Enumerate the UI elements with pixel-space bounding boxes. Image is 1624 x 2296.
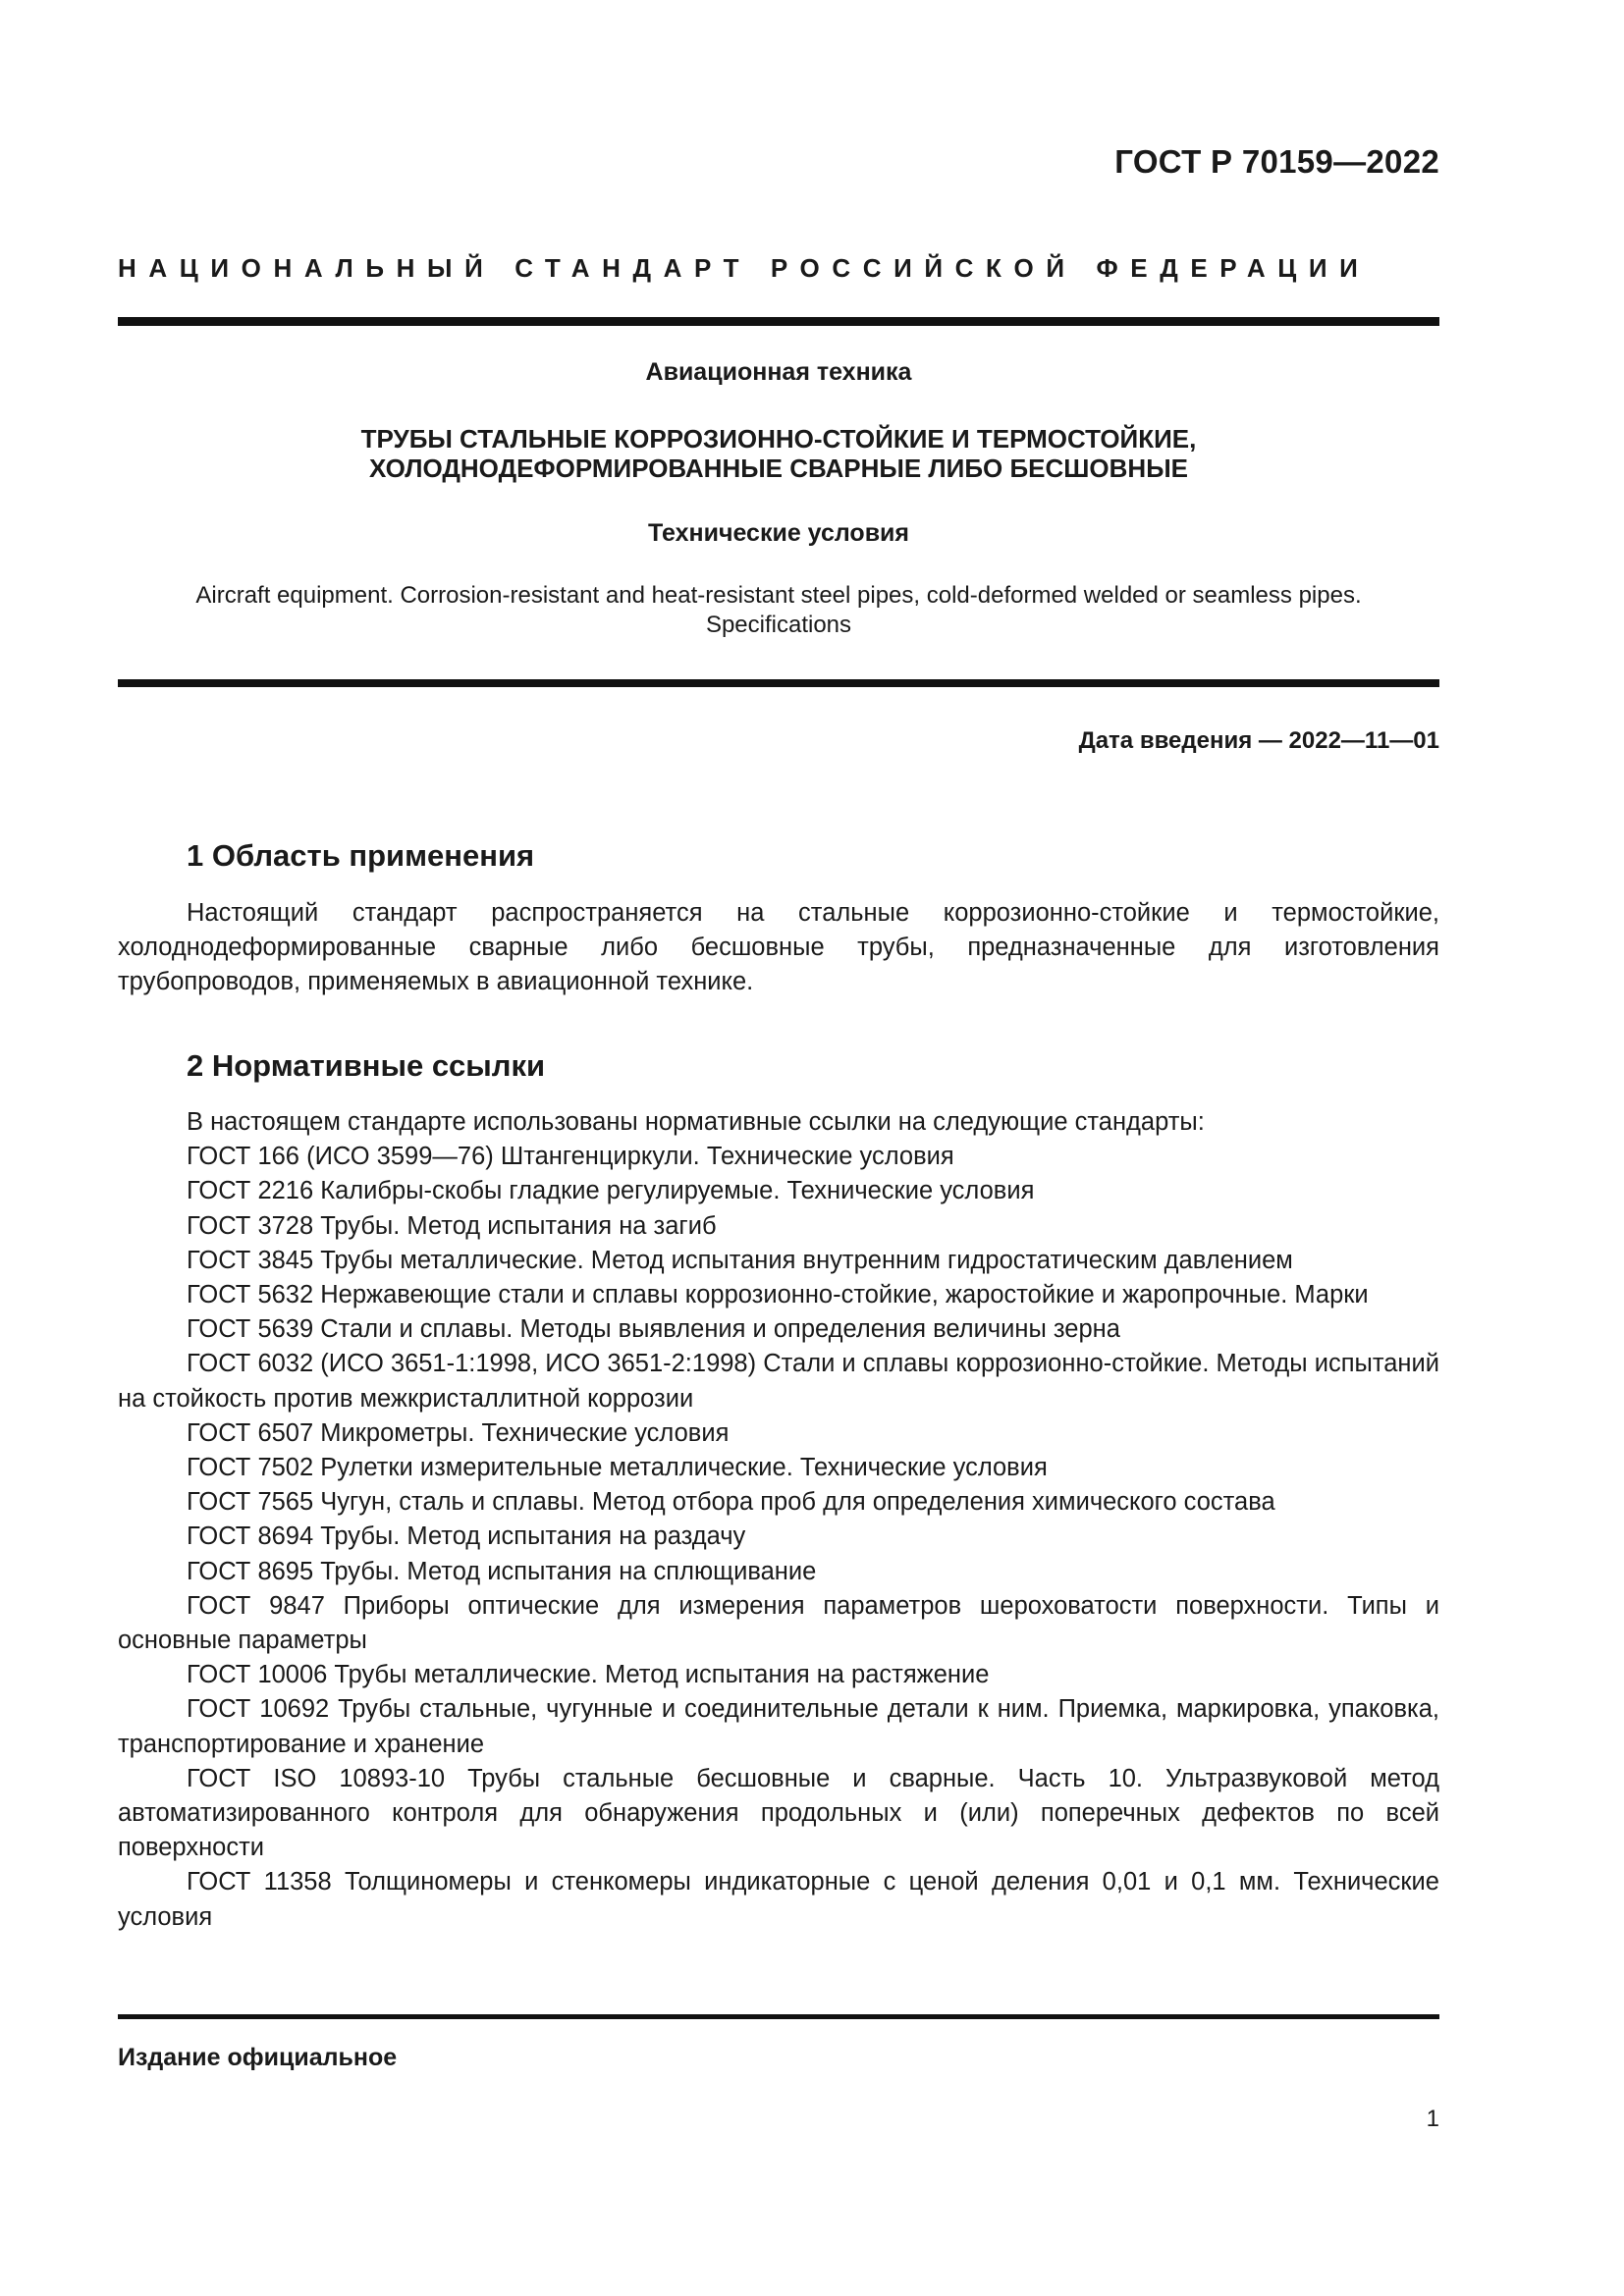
introduction-date: Дата введения — 2022—11—01: [1078, 727, 1439, 754]
scope-paragraph: Настоящий стандарт распространяется на стальные коррозионно-стойкие и термостойкие, холоднодеформированные сварные либо бесшовные трубы, предназначенные для изготовления трубопроводов, применяемых в авиационной технике.: [118, 899, 1439, 996]
document-subtitle: Технические условия: [647, 519, 910, 547]
references-intro: В настоящем стандарте использованы нормативные ссылки на следующие стандарты:: [187, 1108, 1205, 1136]
reference-item: ГОСТ 9847 Приборы оптические для измерения параметров шероховатости поверхности. Типы и основные параметры: [118, 1591, 1439, 1655]
reference-item: ГОСТ 5632 Нержавеющие стали и сплавы коррозионно-стойкие, жаростойкие и жаропрочные. Марки: [187, 1281, 1369, 1309]
section-2-heading: 2 Нормативные ссылки: [187, 1048, 546, 1083]
section-1-body: [118, 896, 1439, 1000]
reference-item: ГОСТ 166 (ИСО 3599—76) Штангенциркули. Технические условия: [187, 1143, 954, 1171]
title-line-2: ХОЛОДНОДЕФОРМИРОВАННЫЕ СВАРНЫЕ ЛИБО БЕСШОВНЫЕ: [369, 454, 1188, 483]
document-title: [118, 424, 1439, 483]
reference-item: ГОСТ 7502 Рулетки измерительные металлические. Технические условия: [187, 1454, 1048, 1482]
reference-item: ГОСТ 3728 Трубы. Метод испытания на загиб: [187, 1211, 717, 1240]
reference-item: ГОСТ 8694 Трубы. Метод испытания на раздачу: [187, 1522, 746, 1551]
reference-item: ГОСТ ISO 10893-10 Трубы стальные бесшовные и сварные. Часть 10. Ультразвуковой метод автоматизированного контроля для обнаружения продольных и (или) поперечных дефектов по всей поверхности: [118, 1764, 1439, 1862]
reference-item: ГОСТ 10692 Трубы стальные, чугунные и соединительные детали к ним. Приемка, маркировка, упаковка, транспортирование и хранение: [118, 1695, 1439, 1758]
official-edition-label: Издание официальное: [118, 2044, 398, 2071]
document-number: ГОСТ Р 70159—2022: [1114, 143, 1439, 180]
english-title-line-1: Aircraft equipment. Corrosion-resistant and heat-resistant steel pipes, cold-deformed welded or seamless pipes.: [195, 582, 1362, 609]
reference-item: ГОСТ 2216 Калибры-скобы гладкие регулируемые. Технические условия: [187, 1177, 1035, 1205]
national-standard-banner: НАЦИОНАЛЬНЫЙ СТАНДАРТ РОССИЙСКОЙ ФЕДЕРАЦИИ: [118, 253, 1371, 283]
reference-item: ГОСТ 6507 Микрометры. Технические условия: [187, 1418, 730, 1447]
title-bottom-rule: [118, 679, 1439, 687]
reference-item: ГОСТ 8695 Трубы. Метод испытания на сплющивание: [187, 1557, 817, 1585]
english-title-line-2: Specifications: [705, 612, 852, 638]
footer-rule: [118, 2014, 1439, 2019]
field-title: Авиационная техника: [645, 358, 912, 386]
title-line-1: ТРУБЫ СТАЛЬНЫЕ КОРРОЗИОННО-СТОЙКИЕ И ТЕРМОСТОЙКИЕ,: [360, 424, 1197, 454]
reference-item: ГОСТ 6032 (ИСО 3651-1:1998, ИСО 3651-2:1998) Стали и сплавы коррозионно-стойкие. Методы испытаний на стойкость против межкристаллитной коррозии: [118, 1350, 1439, 1413]
top-rule: [118, 317, 1439, 326]
reference-item: ГОСТ 10006 Трубы металлические. Метод испытания на растяжение: [187, 1661, 990, 1689]
reference-item: ГОСТ 5639 Стали и сплавы. Методы выявления и определения величины зерна: [187, 1315, 1120, 1344]
section-2-body: [118, 1105, 1439, 1935]
reference-item: ГОСТ 7565 Чугун, сталь и сплавы. Метод отбора проб для определения химического состава: [187, 1488, 1275, 1517]
reference-item: ГОСТ 11358 Толщиномеры и стенкомеры индикаторные с ценой деления 0,01 и 0,1 мм. Технические условия: [118, 1868, 1439, 1931]
reference-item: ГОСТ 3845 Трубы металлические. Метод испытания внутренним гидростатическим давлением: [187, 1246, 1293, 1274]
english-title: [118, 581, 1439, 640]
page-number: 1: [1426, 2106, 1439, 2132]
section-1-heading: 1 Область применения: [187, 838, 535, 873]
